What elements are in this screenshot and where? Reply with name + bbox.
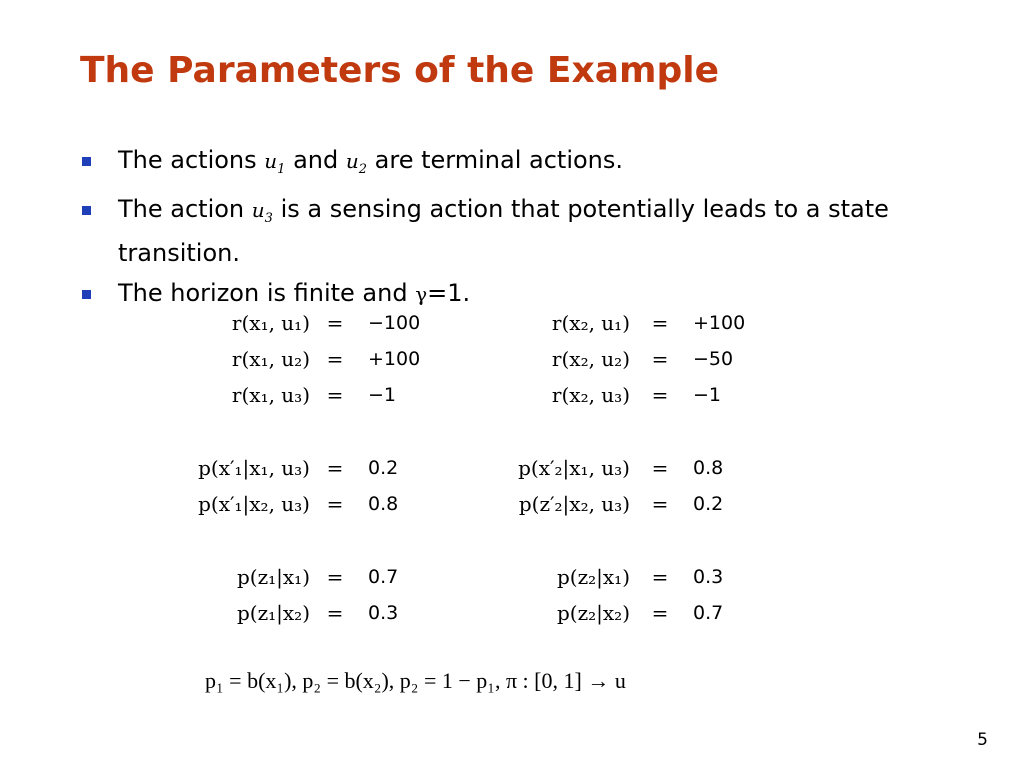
equals-sign: =	[651, 456, 669, 480]
equation-rhs: +100	[368, 348, 421, 370]
equation-lhs: p(x′₂|x₁, u₃)	[518, 456, 630, 480]
equation-rhs: 0.3	[693, 566, 724, 588]
bullet-text: is a sensing action that potentially leads to a state transition.	[118, 195, 889, 267]
bullet-square-icon	[82, 290, 91, 299]
equation-lhs: p(z₁|x₁)	[237, 565, 310, 589]
bullet-text: are terminal actions.	[367, 146, 624, 174]
bullet-text: The horizon is finite and	[118, 279, 416, 307]
equation-rhs: −50	[693, 348, 734, 370]
equation-lhs: p(z′₂|x₂, u₃)	[518, 492, 630, 516]
equation-lhs: p(z₂|x₂)	[557, 601, 630, 625]
equals-sign: =	[651, 383, 669, 407]
equation-rhs: 0.7	[368, 566, 399, 588]
equals-sign: =	[326, 383, 344, 407]
equation-rhs: 0.3	[368, 602, 399, 624]
equation-rhs: 0.8	[693, 457, 724, 479]
equation-lhs: r(x₁, u₁)	[231, 311, 310, 335]
equation-rhs: 0.8	[368, 493, 399, 515]
equals-sign: =	[326, 492, 344, 516]
equals-sign: =	[326, 601, 344, 625]
equals-sign: =	[651, 347, 669, 371]
equation-rhs: 0.2	[693, 493, 724, 515]
equals-sign: =	[326, 347, 344, 371]
equation-lhs: p(x′₁|x₁, u₃)	[198, 456, 310, 480]
equals-sign: =	[326, 456, 344, 480]
math-var-u3: $u_3$	[251, 198, 273, 226]
math-var-u2: $u_2$	[345, 149, 368, 177]
equation-rhs: 0.2	[368, 457, 399, 479]
math-var-u1: $u_1$	[264, 149, 286, 177]
equals-sign: =	[326, 565, 344, 589]
slide-title: The Parameters of the Example	[80, 50, 720, 91]
equation-lhs: r(x₁, u₂)	[231, 347, 310, 371]
policy-formula: p₁ = b(x₁), p₂ = b(x₂), p₂ = 1 − p₁, π : [0, 1] → u	[205, 668, 626, 693]
equation-rhs: −1	[693, 384, 722, 406]
equals-sign: =	[651, 311, 669, 335]
equation-rhs: +100	[693, 312, 746, 334]
equation-lhs: r(x₁, u₃)	[231, 383, 310, 407]
bullet-text: The action	[118, 195, 252, 223]
equation-lhs: r(x₂, u₂)	[551, 347, 630, 371]
bullet-item-sensing-action	[80, 192, 980, 271]
equals-sign: =	[651, 565, 669, 589]
equation-rhs: −1	[368, 384, 397, 406]
equation-rhs: −100	[368, 312, 421, 334]
equation-lhs: p(z₂|x₁)	[557, 565, 630, 589]
equals-sign: =	[651, 492, 669, 516]
bullet-square-icon	[82, 206, 91, 215]
bullet-list	[80, 143, 980, 317]
bullet-square-icon	[82, 157, 91, 166]
bullet-item-horizon	[80, 276, 980, 312]
equation-lhs: p(x′₁|x₂, u₃)	[198, 492, 310, 516]
math-gamma: γ	[415, 282, 428, 306]
equation-rhs: 0.7	[693, 602, 724, 624]
bullet-text: =1.	[427, 279, 471, 307]
bullet-text: The actions	[118, 146, 265, 174]
bullet-text: and	[285, 146, 346, 174]
equation-lhs: r(x₂, u₃)	[551, 383, 630, 407]
bullet-item-terminal-actions	[80, 143, 980, 187]
page-number: 5	[977, 730, 988, 750]
equals-sign: =	[651, 601, 669, 625]
equation-lhs: p(z₁|x₂)	[237, 601, 310, 625]
equals-sign: =	[326, 311, 344, 335]
equation-lhs: r(x₂, u₁)	[551, 311, 630, 335]
